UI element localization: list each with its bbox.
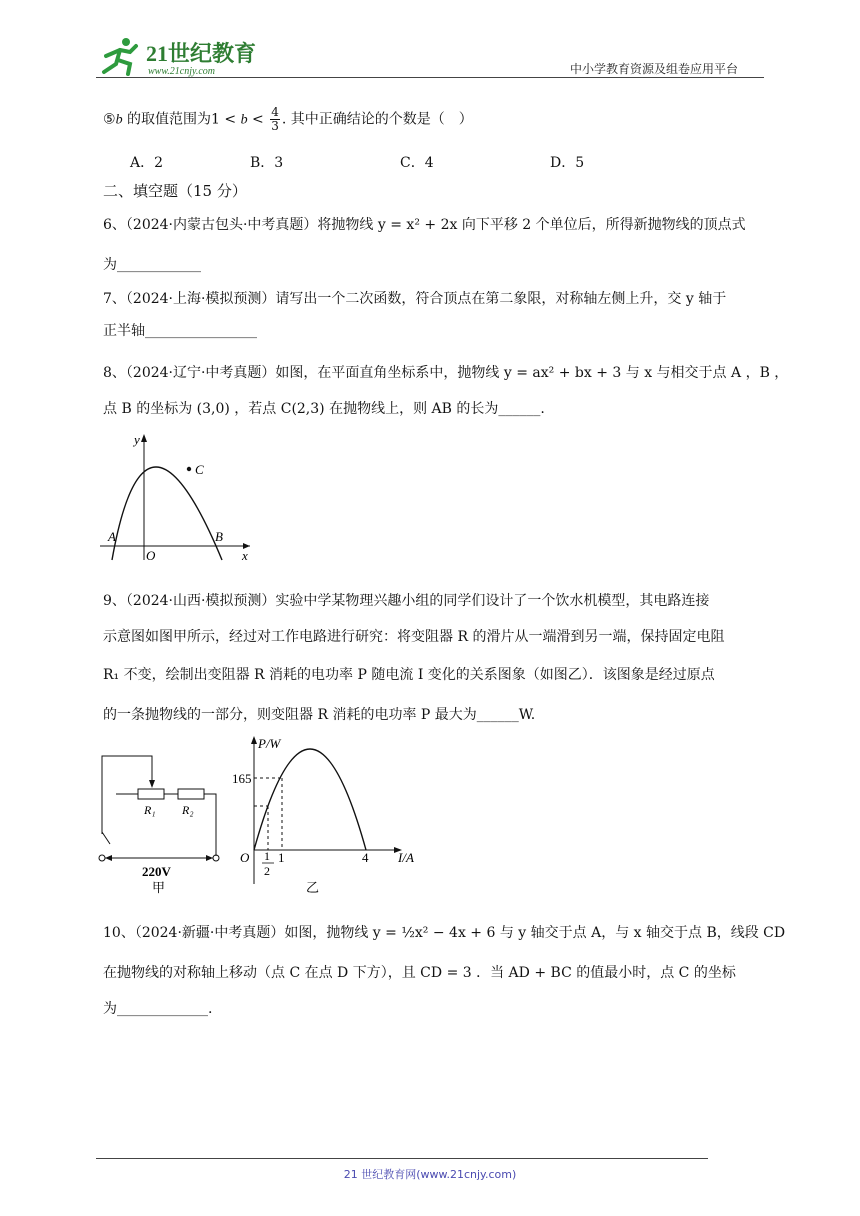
svg-text:165: 165 [232, 771, 252, 786]
svg-text:21世纪教育: 21世纪教育 [146, 41, 257, 66]
q8-parabola-figure [100, 428, 260, 562]
fraction: $\frac{4}{3}$ [271, 105, 279, 133]
q10-line1: 10、（2024·新疆·中考真题）如图，抛物线 y = ½x² − 4x + 6 与 y 轴交于点 A，与 x 轴交于点 B，线段 CD [103, 925, 786, 941]
q9-line2: 示意图如图甲所示，经过对工作电路进行研究：将变阻器 R 的滑片从一端滑到另一端，保持固定电阻 [103, 629, 725, 645]
circuit-diagram [96, 744, 226, 894]
q8-line2: 点 B 的坐标为 (3,0) ，若点 C(2,3) 在抛物线上，则 AB 的长为______. [103, 401, 545, 417]
right-arrow-icon [206, 855, 213, 861]
svg-text:A: A [108, 529, 116, 544]
svg-text:O: O [146, 548, 156, 562]
slider-arrow-icon [149, 780, 155, 788]
header-divider [96, 77, 764, 78]
svg-text:R₁: R₁ [144, 803, 156, 817]
svg-text:x: x [242, 548, 248, 562]
left-arrow-icon [105, 855, 112, 861]
power-curve [254, 749, 366, 850]
q10-line3: 为_____________. [103, 1001, 213, 1017]
point-c [187, 467, 191, 471]
runner-icon [104, 38, 136, 74]
resistor-r1 [138, 789, 164, 799]
option-d: D．5 [550, 155, 585, 171]
q9-line1: 9、（2024·山西·模拟预测）实验中学某物理兴趣小组的同学们设计了一个饮水机模型，其电路连接 [103, 593, 710, 609]
q6-line1: 6、（2024·内蒙古包头·中考真题）将抛物线 y = x² + 2x 向下平移 2 个单位后，所得新抛物线的顶点式 [103, 217, 746, 233]
option-b: B．3 [250, 155, 284, 171]
q7-line2: 正半轴________________ [103, 323, 257, 339]
svg-text:C: C [195, 462, 204, 477]
switch [102, 832, 110, 844]
svg-text:220V: 220V [142, 864, 171, 879]
svg-text:I/A: I/A [398, 850, 414, 865]
q7-line1: 7、（2024·上海·模拟预测）请写出一个二次函数，符合顶点在第二象限，对称轴左侧上升，交 y 轴于 [103, 291, 727, 307]
q10-line2: 在抛物线的对称轴上移动（点 C 在点 D 下方），且 CD = 3 ．当 AD + BC 的值最小时，点 C 的坐标 [103, 965, 736, 981]
svg-text:4: 4 [362, 850, 369, 865]
y-arrow-icon [141, 434, 147, 442]
p-arrow-icon [251, 736, 257, 744]
svg-text:1: 1 [278, 850, 285, 865]
q9-line3: R₁ 不变，绘制出变阻器 R 消耗的电功率 P 随电流 I 变化的关系图象（如图乙）．该图象是经过原点 [103, 667, 715, 683]
resistor-r2 [178, 789, 204, 799]
svg-text:2: 2 [264, 864, 270, 878]
footer-divider [96, 1158, 708, 1159]
option-a: A．2 [130, 155, 164, 171]
power-current-graph [232, 734, 422, 894]
site-logo [96, 34, 266, 78]
svg-text:y: y [134, 432, 140, 447]
svg-text:B: B [215, 529, 223, 544]
svg-text:乙: 乙 [306, 880, 320, 894]
svg-text:R₂: R₂ [182, 803, 194, 817]
svg-text:甲: 甲 [152, 880, 166, 894]
svg-text:www.21cnjy.com: www.21cnjy.com [148, 66, 216, 77]
q8-line1: 8、（2024·辽宁·中考真题）如图，在平面直角坐标系中，抛物线 y = ax² + bx + 3 与 x 与相交于点 A ，B ， [103, 365, 789, 381]
option-c: C．4 [400, 155, 434, 171]
svg-text:1: 1 [264, 849, 270, 863]
q6-line2: 为____________ [103, 257, 201, 273]
svg-text:P/W: P/W [258, 736, 281, 751]
platform-name: 中小学教育资源及组卷应用平台 [570, 62, 739, 76]
svg-text:O: O [240, 850, 250, 865]
section-title: 二、填空题（15 分） [103, 182, 247, 200]
footer-link[interactable]: 21 世纪教育网(www.21cnjy.com) [343, 1168, 517, 1181]
q9-line4: 的一条抛物线的一部分，则变阻器 R 消耗的电功率 P 最大为______W. [103, 707, 536, 723]
q5-condition: ⑤b 的取值范围为1 < b < $\frac{4}{3}$ . 其中正确结论的个数是（ ） [103, 105, 473, 133]
